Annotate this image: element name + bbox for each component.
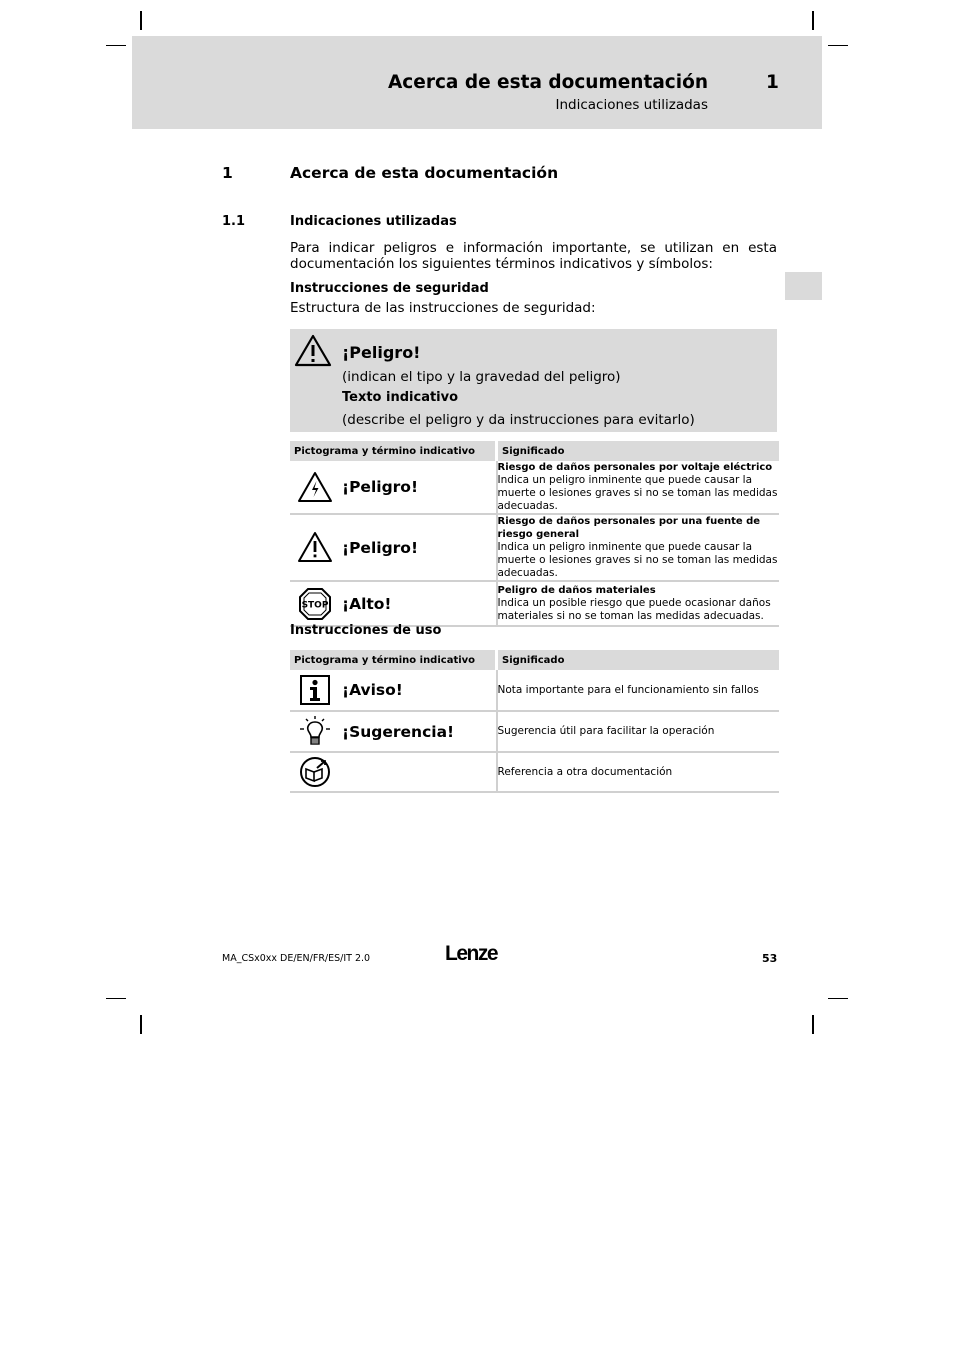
chapter-side-tab: [785, 272, 822, 300]
signal-word: ¡Peligro!: [342, 478, 419, 496]
stop-sign-icon: [293, 586, 337, 622]
general-hazard-icon: [293, 530, 337, 566]
column-header-pictogram: Pictograma y término indicativo: [290, 441, 497, 461]
safety-box-label: Texto indicativo: [342, 390, 459, 405]
safety-box-title: ¡Peligro!: [342, 343, 421, 362]
table-header-row: [290, 650, 779, 670]
usage-heading: Instrucciones de uso: [290, 623, 442, 638]
meaning-text: Indica un posible riesgo que puede ocasionar daños materiales si no se toman las medidas adecuadas.: [497, 597, 771, 622]
svg-text:STOP: STOP: [301, 600, 329, 610]
meaning-text: Indica un peligro inminente que puede causar la muerte o lesiones graves si no se toman las medidas adecuadas.: [497, 541, 778, 579]
signal-word: ¡Sugerencia!: [342, 722, 455, 741]
lenze-logo: Lenze: [445, 942, 498, 965]
safety-heading: Instrucciones de seguridad: [290, 281, 489, 296]
safety-box-line1: (indican el tipo y la gravedad del peligro): [342, 369, 621, 385]
safety-example-box: [290, 329, 777, 432]
intro-paragraph: Para indicar peligros e información importante, se utilizan en esta documentación los siguientes términos indicativos y símbolos:: [290, 240, 777, 272]
header-title: Acerca de esta documentación: [387, 72, 708, 93]
meaning-title: Peligro de daños materiales: [497, 585, 656, 596]
meaning-title: Riesgo de daños personales por voltaje eléctrico: [497, 462, 773, 473]
crop-mark: [828, 998, 848, 999]
section-number: 1: [222, 164, 233, 182]
table-row: [290, 752, 779, 792]
section-title: Acerca de esta documentación: [290, 164, 559, 182]
header-chapter-number: 1: [766, 72, 779, 93]
meaning-text: Indica un peligro inminente que puede causar la muerte o lesiones graves si no se toman las medidas adecuadas.: [497, 474, 778, 512]
subsection-number: 1.1: [222, 214, 246, 229]
crop-mark: [106, 998, 126, 999]
signal-word: ¡Alto!: [342, 594, 392, 613]
column-header-pictogram: Pictograma y término indicativo: [290, 650, 497, 670]
footer-document-id: MA_CSx0xx DE/EN/FR/ES/IT 2.0: [222, 953, 371, 964]
table-row: [290, 711, 779, 752]
info-icon: [293, 672, 337, 708]
crop-mark: [828, 45, 848, 46]
page-number: 53: [762, 952, 778, 965]
meaning-text: Sugerencia útil para facilitar la operación: [497, 711, 780, 752]
warning-triangle-icon: [294, 334, 332, 372]
safety-box-line2: (describe el peligro y da instrucciones para evitarlo): [342, 412, 695, 428]
electric-hazard-icon: [293, 469, 337, 505]
signal-word: ¡Peligro!: [342, 538, 419, 557]
crop-mark: [812, 11, 814, 30]
safety-structure-text: Estructura de las instrucciones de seguridad:: [290, 300, 596, 316]
usage-symbols-table: [290, 650, 779, 793]
table-row: [290, 514, 779, 581]
table-row: [290, 461, 779, 514]
reference-icon: [293, 754, 337, 790]
crop-mark: [140, 1015, 142, 1034]
crop-mark: [106, 45, 126, 46]
subsection-title: Indicaciones utilizadas: [290, 214, 457, 229]
table-row: [290, 670, 779, 711]
meaning-text: Nota importante para el funcionamiento sin fallos: [497, 670, 780, 711]
column-header-meaning: Significado: [497, 441, 780, 461]
crop-mark: [812, 1015, 814, 1034]
meaning-text: Referencia a otra documentación: [497, 752, 780, 792]
column-header-meaning: Significado: [497, 650, 780, 670]
table-header-row: [290, 441, 779, 461]
table-row: [290, 581, 779, 626]
signal-word: ¡Aviso!: [342, 681, 403, 699]
meaning-title: Riesgo de daños personales por una fuente de riesgo general: [497, 516, 761, 540]
lightbulb-icon: [293, 714, 337, 750]
header-subtitle: Indicaciones utilizadas: [555, 97, 708, 113]
safety-symbols-table: [290, 441, 779, 627]
crop-mark: [140, 11, 142, 30]
